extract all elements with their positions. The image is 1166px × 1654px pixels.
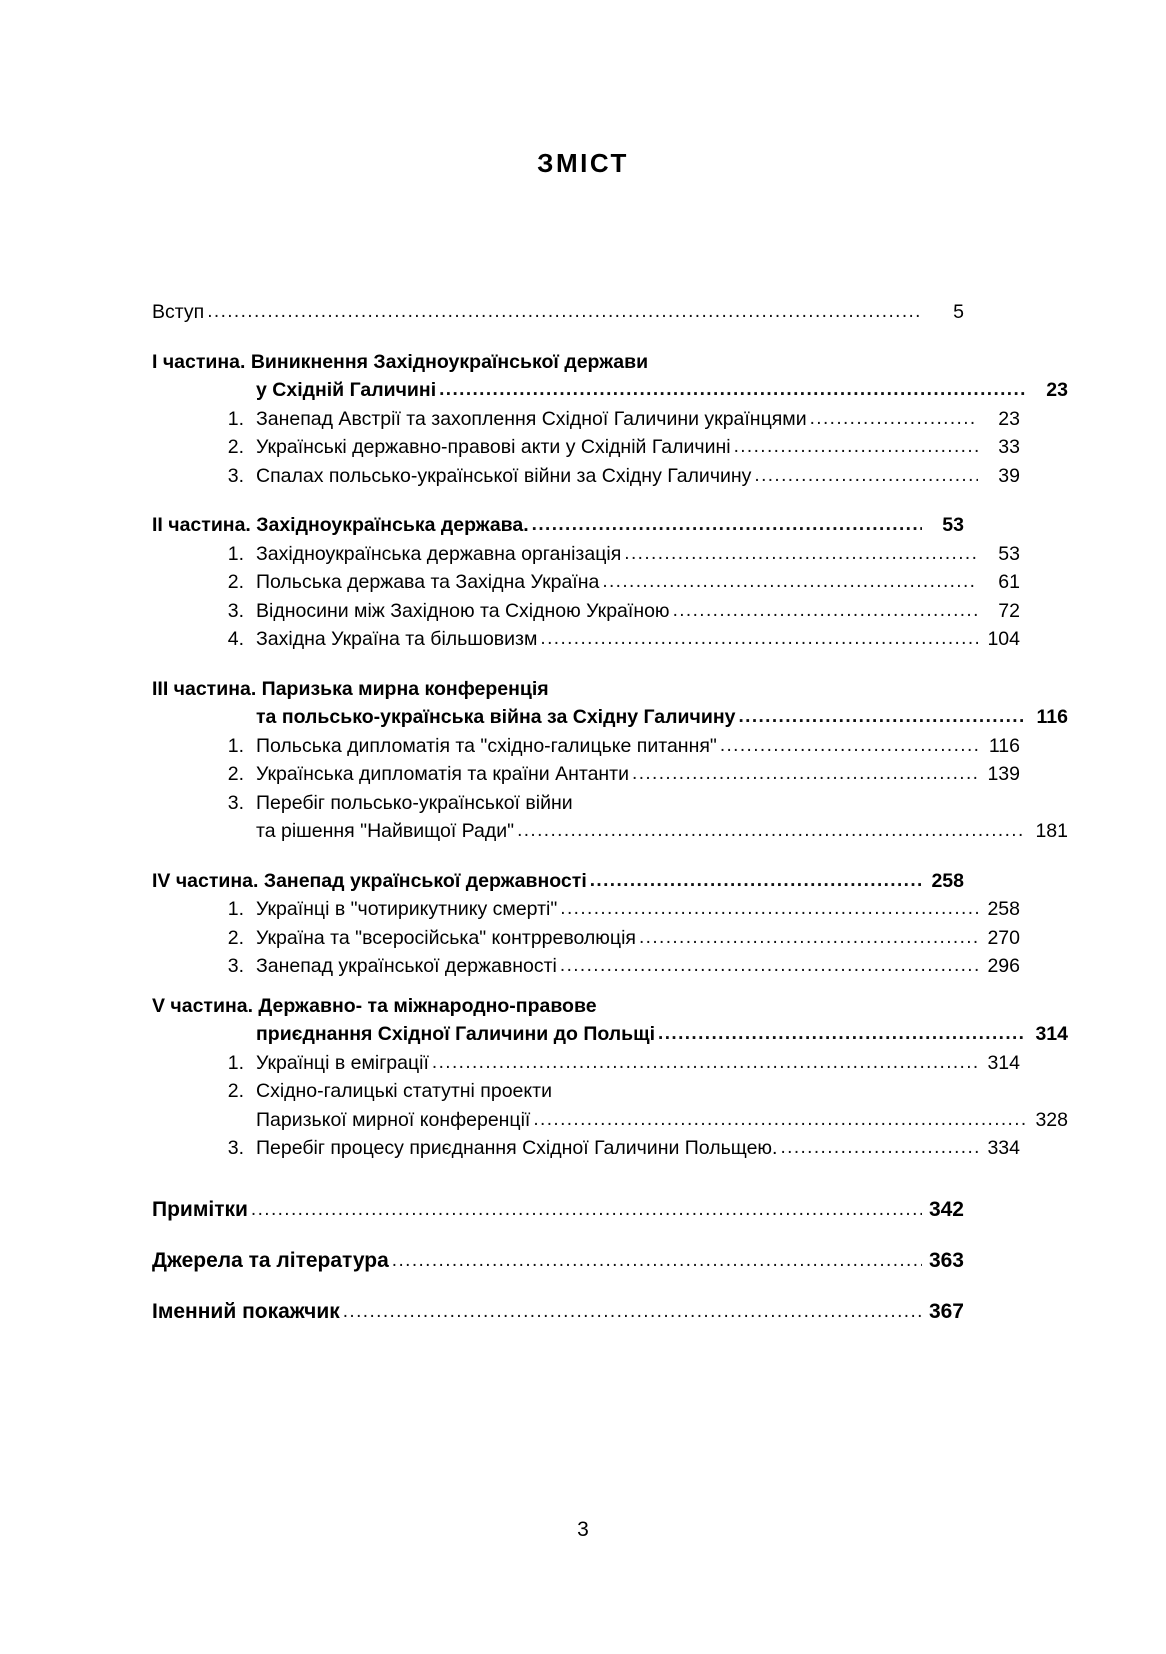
toc-item-number: 2.	[227, 763, 244, 785]
dot-leader	[734, 437, 978, 456]
toc-item-number: 3.	[227, 1137, 244, 1159]
toc-part-label: ІІ частина. Західноукраїнська держава.	[152, 514, 529, 536]
toc-page-number: 258	[987, 898, 1020, 920]
toc-item-label: Польська держава та Західна Україна	[256, 571, 600, 593]
toc-part-1-title-cont[interactable]	[152, 381, 1068, 401]
toc-item-5-1[interactable]	[152, 1051, 1020, 1074]
toc-item-4-2[interactable]	[152, 926, 1020, 949]
spacer	[152, 842, 964, 872]
toc-page-number: 104	[987, 628, 1020, 650]
toc-part-label-cont: приєднання Східної Галичини до Польщі	[256, 1023, 656, 1045]
toc-item-label: Західноукраїнська державна організація	[256, 542, 622, 565]
toc-item-4-3[interactable]	[152, 957, 1020, 977]
toc-item-label: Східно-галицькі статутні проекти	[256, 1080, 552, 1102]
toc-page-number: 23	[998, 407, 1020, 430]
toc-entry-intro[interactable]	[152, 303, 964, 323]
toc-entry-label: Вступ	[152, 301, 205, 323]
toc-item-number: 1.	[227, 1051, 244, 1074]
toc-page-number: 258	[931, 869, 964, 892]
toc-part-5-title[interactable]	[152, 994, 964, 1017]
toc-part-2-title[interactable]	[152, 516, 964, 536]
toc-part-label: V частина. Державно- та міжнародно-правове	[152, 994, 597, 1017]
toc-item-label: Відносини між Західною та Східною Україною	[256, 599, 670, 622]
toc-item-number: 2.	[227, 436, 244, 458]
toc-item-number: 3.	[227, 599, 244, 622]
dot-leader	[720, 736, 978, 755]
toc-part-label-cont: у Східній Галичині	[256, 379, 437, 401]
dot-leader	[673, 601, 978, 620]
toc-item-number: 3.	[227, 791, 244, 814]
toc-item-label: Польська дипломатія та "східно-галицьке питання"	[256, 734, 717, 757]
toc-item-5-3[interactable]	[152, 1139, 1020, 1159]
toc-page-number: 334	[987, 1137, 1020, 1159]
dot-leader	[590, 871, 922, 890]
toc-page-number: 39	[998, 464, 1020, 487]
toc-item-5-2[interactable]	[152, 1082, 1020, 1102]
toc-item-number: 1.	[227, 407, 244, 430]
toc-part-label: І частина. Виникнення Західноукраїнської держави	[152, 350, 649, 373]
dot-leader	[207, 302, 922, 321]
dot-leader	[533, 1110, 1026, 1129]
toc-item-label: Спалах польсько-української війни за Східну Галичину	[256, 464, 752, 487]
toc-page-number: 61	[998, 571, 1020, 593]
toc-page-number: 270	[987, 926, 1020, 949]
toc-page-number: 116	[1036, 706, 1068, 728]
toc-page-number: 33	[998, 436, 1020, 458]
toc-part-label: ІІІ частина. Паризька мирна конференція	[152, 677, 549, 700]
spacer	[152, 486, 964, 516]
toc-item-2-4[interactable]	[152, 630, 1020, 650]
dot-leader	[780, 1138, 978, 1157]
toc-item-number: 1.	[227, 734, 244, 757]
dot-leader	[532, 515, 922, 534]
toc-part-5-title-cont[interactable]	[152, 1025, 1068, 1045]
toc-page-number: 342	[928, 1197, 964, 1221]
dot-leader	[560, 899, 978, 918]
toc-item-label-cont: та рішення "Найвищої Ради"	[256, 820, 515, 842]
toc-page-number: 23	[1046, 379, 1068, 401]
toc-item-label: Українська дипломатія та країни Антанти	[256, 763, 630, 785]
dot-leader	[658, 1024, 1026, 1043]
toc-part-3-title-cont[interactable]	[152, 708, 1068, 728]
dot-leader	[639, 928, 978, 947]
toc-page-number: 314	[987, 1051, 1020, 1074]
toc-item-label: Занепад Австрії та захоплення Східної Галичини українцями	[256, 407, 807, 430]
dot-leader	[754, 466, 978, 485]
toc-item-5-2-cont[interactable]	[152, 1108, 1068, 1131]
toc-item-label: Українці в еміграції	[256, 1051, 429, 1074]
toc-entry-label: Джерела та література	[152, 1248, 389, 1272]
toc-item-1-2[interactable]	[152, 438, 1020, 458]
toc-entry-name-index[interactable]	[152, 1301, 964, 1322]
spacer	[152, 650, 964, 680]
toc-page-number: 181	[1035, 820, 1068, 842]
toc-item-label: Західна Україна та більшовизм	[256, 628, 538, 650]
page-folio: 3	[577, 1518, 589, 1541]
toc-page-number: 72	[998, 599, 1020, 622]
toc-item-number: 4.	[227, 628, 244, 650]
toc-entry-label: Іменний покажчик	[152, 1299, 340, 1323]
spacer	[152, 323, 964, 353]
toc-item-label: Українські державно-правові акти у Східній Галичині	[256, 436, 731, 458]
toc-item-label: Перебіг польсько-української війни	[256, 791, 573, 814]
toc-item-1-3[interactable]	[152, 464, 1020, 487]
toc-item-3-3[interactable]	[152, 791, 1020, 814]
toc-page-number: 363	[928, 1248, 964, 1272]
toc-item-number: 1.	[227, 898, 244, 920]
toc-page-number: 5	[953, 301, 964, 323]
toc-item-label-cont: Паризької мирної конференції	[256, 1108, 531, 1131]
toc-item-3-3-cont[interactable]	[152, 822, 1068, 842]
toc-item-2-1[interactable]	[152, 542, 1020, 565]
toc-part-label-cont: та польсько-українська війна за Східну Галичину	[256, 706, 736, 728]
toc-item-1-1[interactable]	[152, 407, 1020, 430]
dot-leader	[632, 764, 978, 783]
toc-page-number: 53	[942, 514, 964, 536]
toc-part-1-title[interactable]	[152, 350, 964, 373]
toc-part-3-title[interactable]	[152, 677, 964, 700]
toc-entry-notes[interactable]	[152, 1199, 964, 1220]
table-of-contents	[152, 301, 1068, 1323]
toc-item-label: Українці в "чотирикутнику смерті"	[256, 898, 558, 920]
dot-leader	[624, 544, 978, 563]
toc-item-2-2[interactable]	[152, 573, 1020, 593]
toc-page-number: 139	[987, 763, 1020, 785]
dot-leader	[810, 409, 978, 428]
dot-leader	[343, 1302, 922, 1321]
toc-item-number: 3.	[227, 955, 244, 977]
toc-item-number: 2.	[227, 926, 244, 949]
toc-item-number: 3.	[227, 464, 244, 487]
toc-item-4-1[interactable]	[152, 900, 1020, 920]
spacer	[152, 1220, 964, 1250]
toc-page-number: 116	[988, 734, 1020, 757]
toc-page-number: 296	[987, 955, 1020, 977]
dot-leader	[517, 821, 1026, 840]
toc-page-number: 367	[928, 1299, 964, 1323]
toc-item-2-3[interactable]	[152, 599, 1020, 622]
toc-item-label: Україна та "всеросійська" контрреволюція	[256, 926, 636, 949]
spacer	[152, 977, 964, 997]
toc-item-label: Перебіг процесу приєднання Східної Галичини Польщею.	[256, 1137, 778, 1159]
toc-part-label: IV частина. Занепад української державності	[152, 869, 587, 892]
dot-leader	[439, 380, 1026, 399]
dot-leader	[560, 956, 978, 975]
toc-item-label: Занепад української державності	[256, 955, 557, 977]
toc-page-number: 328	[1035, 1108, 1068, 1131]
toc-item-number: 2.	[227, 1080, 244, 1102]
spacer	[152, 1271, 964, 1301]
dot-leader	[432, 1053, 978, 1072]
toc-item-number: 2.	[227, 571, 244, 593]
page-title: ЗМІСТ	[537, 148, 629, 178]
dot-leader	[392, 1251, 922, 1270]
dot-leader	[540, 629, 978, 648]
toc-part-4-title[interactable]	[152, 869, 964, 892]
toc-entry-sources[interactable]	[152, 1250, 964, 1271]
toc-item-3-1[interactable]	[152, 734, 1020, 757]
dot-leader	[251, 1200, 922, 1219]
toc-page-number: 314	[1035, 1023, 1068, 1045]
toc-entry-label: Примітки	[152, 1197, 248, 1221]
toc-item-3-2[interactable]	[152, 765, 1020, 785]
toc-item-number: 1.	[227, 542, 244, 565]
toc-page-number: 53	[998, 542, 1020, 565]
dot-leader	[602, 572, 978, 591]
dot-leader	[738, 707, 1026, 726]
spacer	[152, 1159, 964, 1199]
